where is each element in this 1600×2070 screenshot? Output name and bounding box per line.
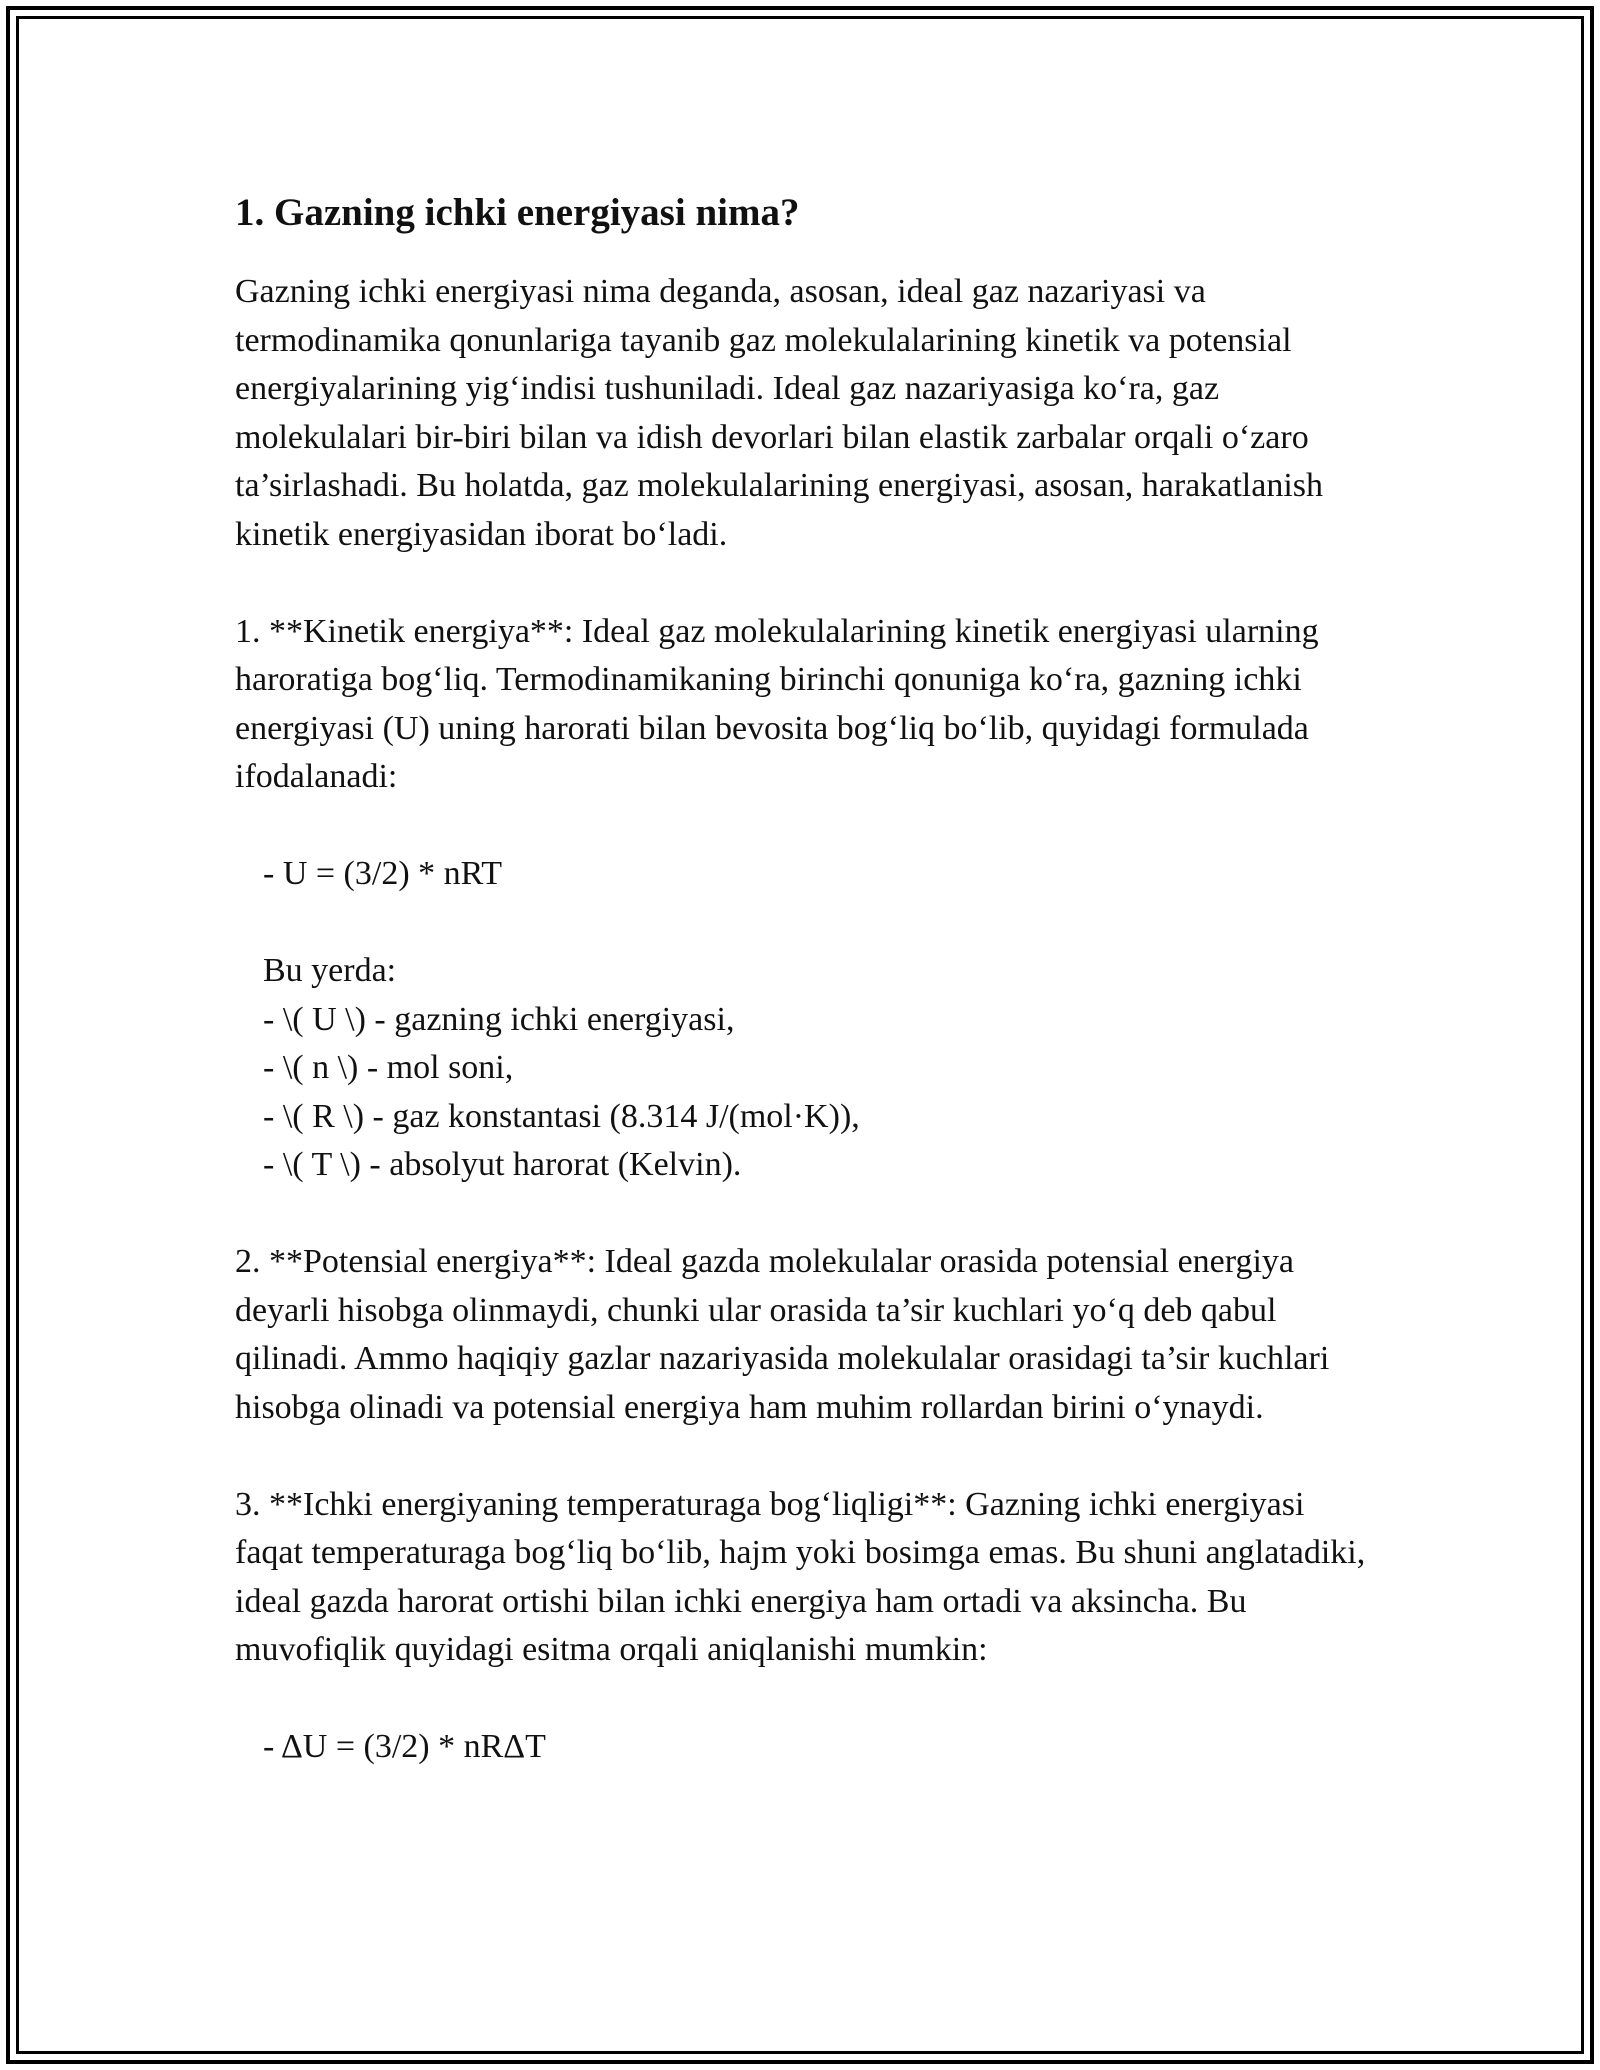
- formula-internal-energy: - U = (3/2) * nRT: [263, 855, 503, 892]
- formula-energy-change: - ΔU = (3/2) * nRΔT: [263, 1728, 546, 1765]
- paragraph-gap: [235, 559, 1375, 608]
- document-body: [235, 186, 1375, 1772]
- paragraph-gap: [235, 1432, 1375, 1481]
- paragraph-gap: [235, 802, 1375, 851]
- where-item-t: - \( T \) - absolyut harorat (Kelvin).: [263, 1146, 742, 1183]
- where-item-r: - \( R \) - gaz konstantasi (8.314 J/(mol·K)),: [263, 1097, 860, 1135]
- where-label: Bu yerda:: [263, 952, 397, 989]
- potential-energy-paragraph: 2. **Potensial energiya**: Ideal gazda molekulalar orasida potensial energiya deyarli hisobga olinmaydi, chunki ular orasida ta’sir kuchlari yo‘q deb qabul qilinadi. Ammo haqiqiy gazlar nazariyasida molekulalar orasidagi ta’sir kuchlari hisobga olinadi va potensial energiya ham muhim rollardan birini o‘ynaydi.: [235, 1243, 1330, 1426]
- kinetic-energy-paragraph: 1. **Kinetik energiya**: Ideal gaz molekulalarining kinetik energiyasi ularning haroratiga bog‘liq. Termodinamikaning birinchi qonuniga ko‘ra, gazning ichki energiyasi (U) uning harorati bilan bevosita bog‘liq bo‘lib, quyidagi formulada ifodalanadi:: [235, 612, 1319, 795]
- temperature-dependence-paragraph: 3. **Ichki energiyaning temperaturaga bog‘liqligi**: Gazning ichki energiyasi faqat temperaturaga bog‘liq bo‘lib, hajm yoki bosimga emas. Bu shuni anglatadiki, ideal gazda harorat ortishi bilan ichki energiya ham ortadi va aksincha. Bu muvofiqlik quyidagi esitma orqali aniqlanishi mumkin:: [235, 1485, 1366, 1668]
- paragraph-gap: [235, 1675, 1375, 1724]
- where-item-u: - \( U \) - gazning ichki energiyasi,: [263, 1000, 735, 1038]
- where-item-n: - \( n \) - mol soni,: [263, 1049, 514, 1086]
- paragraph-gap: [235, 1190, 1375, 1239]
- intro-paragraph: Gazning ichki energiyasi nima deganda, asosan, ideal gaz nazariyasi va termodinamika qonunlariga tayanib gaz molekulalarining kinetik va potensial energiyalarining yig‘indisi tushuniladi. Ideal gaz nazariyasiga ko‘ra, gaz molekulalari bir-biri bilan va idish devorlari bilan elastik zarbalar orqali o‘zaro ta’sirlashadi. Bu holatda, gaz molekulalarining energiyasi, asosan, harakatlanish kinetik energiyasidan iborat bo‘ladi.: [235, 273, 1323, 553]
- document-heading: 1. Gazning ichki energiyasi nima?: [235, 191, 800, 234]
- paragraph-gap: [235, 899, 1375, 948]
